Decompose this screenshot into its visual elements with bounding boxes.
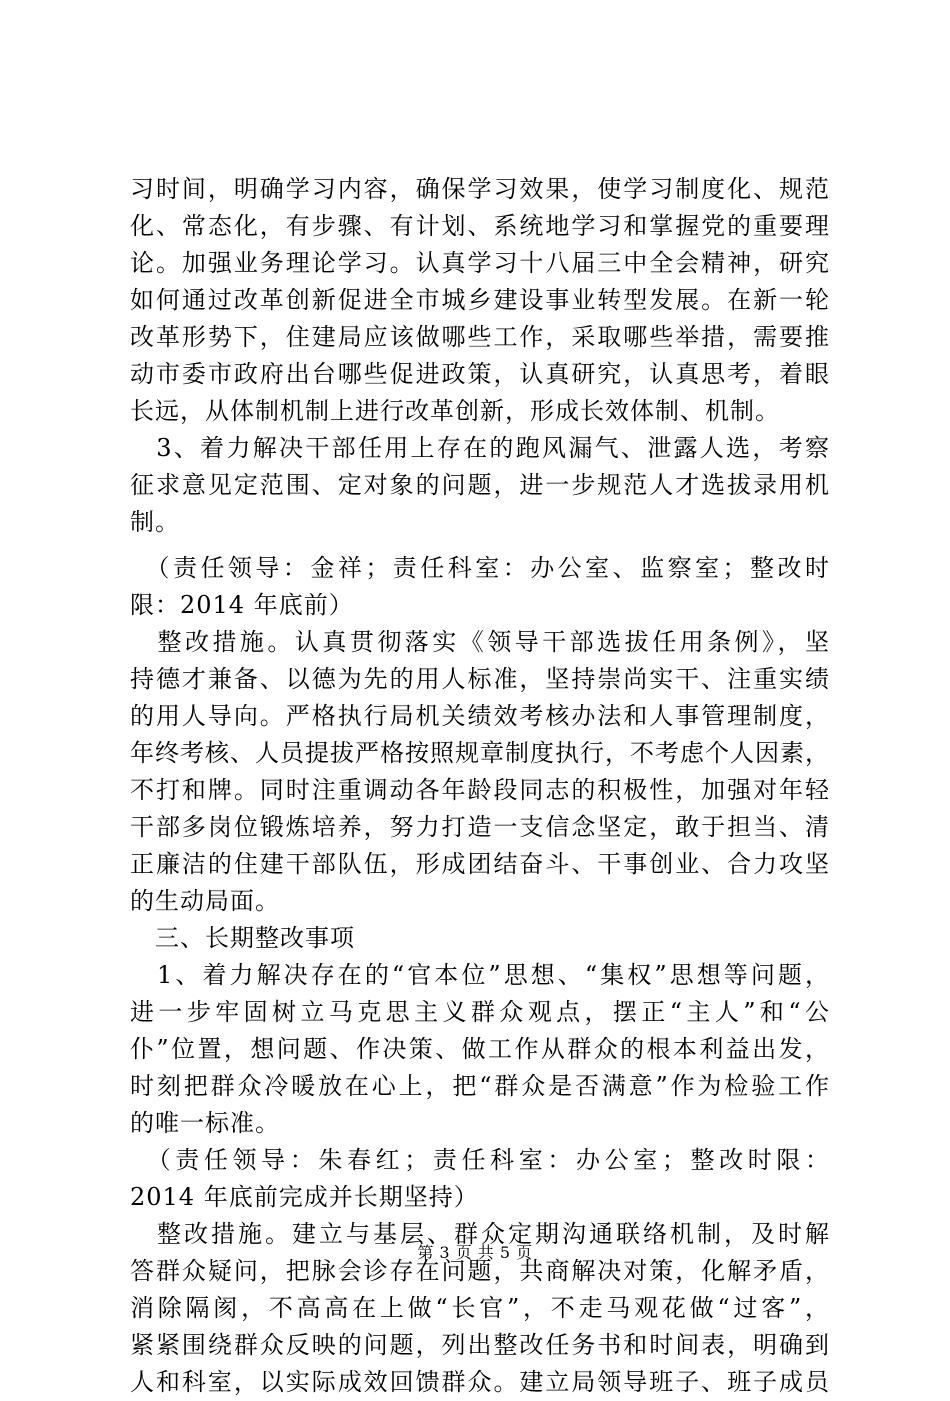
text-line: 干部多岗位锻炼培养，努力打造一支信念坚定，敢于担当、清 <box>130 813 830 841</box>
text-line: 习时间，明确学习内容，确保学习效果，使学习制度化、规范 <box>130 175 830 203</box>
text-line: （责任领导：金祥；责任科室：办公室、监察室；整改时 <box>130 554 830 582</box>
text-line: 化、常态化，有步骤、有计划、系统地学习和掌握党的重要理 <box>130 212 830 240</box>
text-line: 人和科室，以实际成效回馈群众。建立局领导班子、班子成员 <box>130 1368 830 1396</box>
text-line: 限：2014 年底前） <box>130 591 354 619</box>
text-line: 年终考核、人员提拔严格按照规章制度执行，不考虑个人因素， <box>130 739 830 767</box>
page-number: 第 3 页 共 5 页 <box>417 1243 533 1262</box>
text-line: 不打和牌。同时注重调动各年龄段同志的积极性，加强对年轻 <box>130 776 830 804</box>
text-line: 时刻把群众冷暖放在心上，把“群众是否满意”作为检验工作 <box>130 1072 830 1100</box>
text-line: 制。 <box>130 508 180 536</box>
text-line: 征求意见定范围、定对象的问题，进一步规范人才选拔录用机 <box>130 471 830 499</box>
text-line: 1、着力解决存在的“官本位”思想、“集权”思想等问题， <box>130 961 830 989</box>
text-line: 的生动局面。 <box>130 887 280 915</box>
text-line: 长远，从体制机制上进行改革创新，形成长效体制、机制。 <box>130 397 780 425</box>
text-line: 仆”位置，想问题、作决策、做工作从群众的根本利益出发， <box>130 1035 830 1063</box>
text-line: 的用人导向。严格执行局机关绩效考核办法和人事管理制度， <box>130 702 830 730</box>
section-heading: 三、长期整改事项 <box>130 924 355 952</box>
text-line: 3、着力解决干部任用上存在的跑风漏气、泄露人选，考察 <box>130 434 830 462</box>
text-line: 答群众疑问，把脉会诊存在问题，共商解决对策，化解矛盾， <box>130 1257 830 1285</box>
text-line: 正廉洁的住建干部队伍，形成团结奋斗、干事创业、合力攻坚 <box>130 850 830 878</box>
text-line: 紧紧围绕群众反映的问题，列出整改任务书和时间表，明确到 <box>130 1331 830 1359</box>
text-line: 整改措施。建立与基层、群众定期沟通联络机制，及时解 <box>130 1220 830 1248</box>
text-line: 的唯一标准。 <box>130 1109 280 1137</box>
document-body <box>130 171 830 1401</box>
text-line: 动市委市政府出台哪些促进政策，认真研究，认真思考，着眼 <box>130 360 830 388</box>
text-line: 进一步牢固树立马克思主义群众观点，摆正“主人”和“公 <box>130 998 830 1026</box>
text-line: （责任领导：朱春红；责任科室：办公室；整改时限： <box>130 1146 830 1174</box>
text-line: 论。加强业务理论学习。认真学习十八届三中全会精神，研究 <box>130 249 830 277</box>
text-line: 2014 年底前完成并长期坚持） <box>130 1183 479 1211</box>
text-line: 持德才兼备、以德为先的用人标准，坚持崇尚实干、注重实绩 <box>130 665 830 693</box>
text-line: 改革形势下，住建局应该做哪些工作，采取哪些举措，需要推 <box>130 323 830 351</box>
text-line: 消除隔阂，不高高在上做“长官”，不走马观花做“过客”， <box>130 1294 830 1322</box>
text-line: 如何通过改革创新促进全市城乡建设事业转型发展。在新一轮 <box>130 286 830 314</box>
text-line: 整改措施。认真贯彻落实《领导干部选拔任用条例》，坚 <box>130 628 830 656</box>
